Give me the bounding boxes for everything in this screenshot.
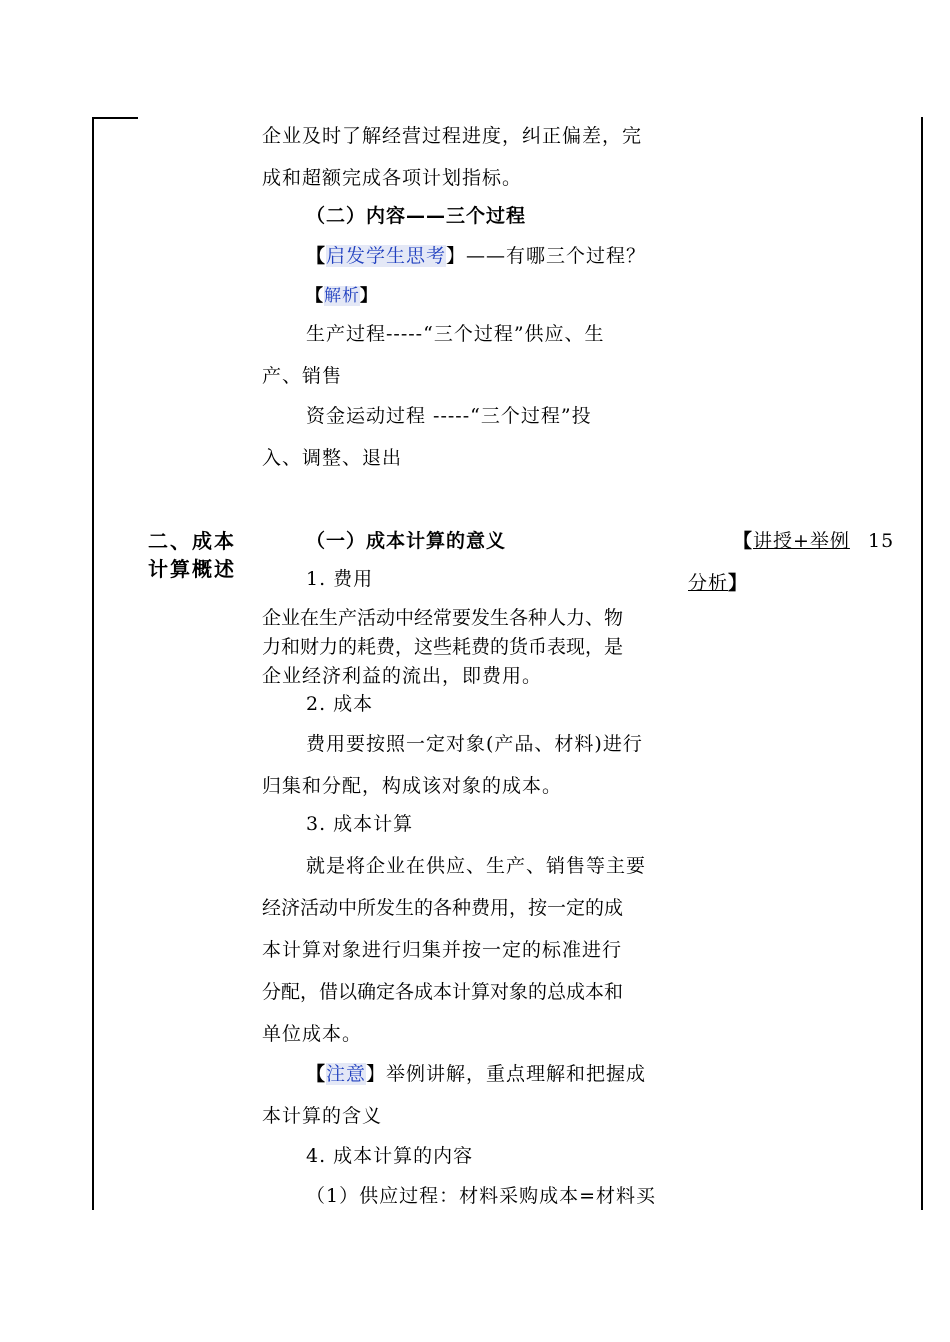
bracket-close: 】 [360, 286, 378, 306]
section-heading-line: 计算概述 [148, 557, 236, 581]
text-line: 成和超额完成各项计划指标。 [262, 167, 523, 189]
numbered-item: 2. 成本 [306, 693, 374, 715]
prompt-rest: 】——有哪三个过程？ [446, 245, 647, 267]
teaching-method-cont [688, 571, 748, 595]
section-heading-line: 二、成本 [148, 529, 236, 553]
bracket-open: 【 [306, 286, 324, 306]
text-line: 就是将企业在供应、生产、销售等主要 [306, 855, 647, 877]
method-text: 讲授+举例 [753, 530, 850, 552]
text-line: 归集和分配，构成该对象的成本。 [262, 775, 563, 797]
numbered-item: 4. 成本计算的内容 [306, 1145, 474, 1167]
text-line: 生产过程-----“三个过程”供应、生 [306, 323, 605, 345]
text-line: 经济活动中所发生的各种费用，按一定的成 [262, 897, 624, 919]
analysis-tag-line [306, 284, 378, 308]
bracket-open: 【 [306, 1063, 327, 1085]
text-line: （1）供应过程：材料采购成本=材料买 [306, 1185, 657, 1207]
text-line: 产、销售 [262, 365, 343, 387]
subheading-meaning-of-cost-calculation: （一）成本计算的意义 [306, 530, 507, 552]
teaching-method [733, 529, 850, 553]
table-right-border [921, 117, 923, 1210]
bracket-close: 】 [728, 572, 749, 594]
minutes-value: 15 [868, 530, 895, 552]
bracket-open: 【 [306, 245, 327, 267]
text-line: 企业在生产活动中经常要发生各种人力、物 [262, 607, 624, 629]
text-line: 资金运动过程 -----“三个过程”投 [306, 405, 592, 427]
text-line: 入、调整、退出 [262, 447, 403, 469]
prompt-line [306, 244, 646, 268]
text-line: 费用要按照一定对象(产品、材料)进行 [306, 733, 643, 755]
table-left-border [92, 117, 94, 1210]
text-line: 企业经济利益的流出，即费用。 [262, 665, 543, 687]
text-line: 本计算对象进行归集并按一定的标准进行 [262, 939, 623, 961]
table-top-left-rule [92, 117, 138, 119]
text-line: 力和财力的耗费，这些耗费的货币表现，是 [262, 636, 624, 658]
text-line: 本计算的含义 [262, 1105, 383, 1127]
subheading-content-three-processes: （二）内容——三个过程 [306, 205, 527, 227]
method-text: 分析 [688, 572, 729, 594]
highlight-tag: 注意 [326, 1063, 367, 1085]
note-line [306, 1062, 646, 1086]
note-rest: 】举例讲解，重点理解和把握成 [366, 1063, 647, 1085]
text-line: 分配，借以确定各成本计算对象的总成本和 [262, 981, 624, 1003]
text-line: 企业及时了解经营过程进度，纠正偏差，完 [262, 125, 643, 147]
numbered-item: 3. 成本计算 [306, 813, 414, 835]
text-line: 单位成本。 [262, 1023, 363, 1045]
highlight-tag: 启发学生思考 [326, 245, 447, 267]
highlight-tag: 解析 [324, 286, 360, 306]
bracket-open: 【 [733, 530, 754, 552]
numbered-item: 1. 费用 [306, 568, 374, 590]
